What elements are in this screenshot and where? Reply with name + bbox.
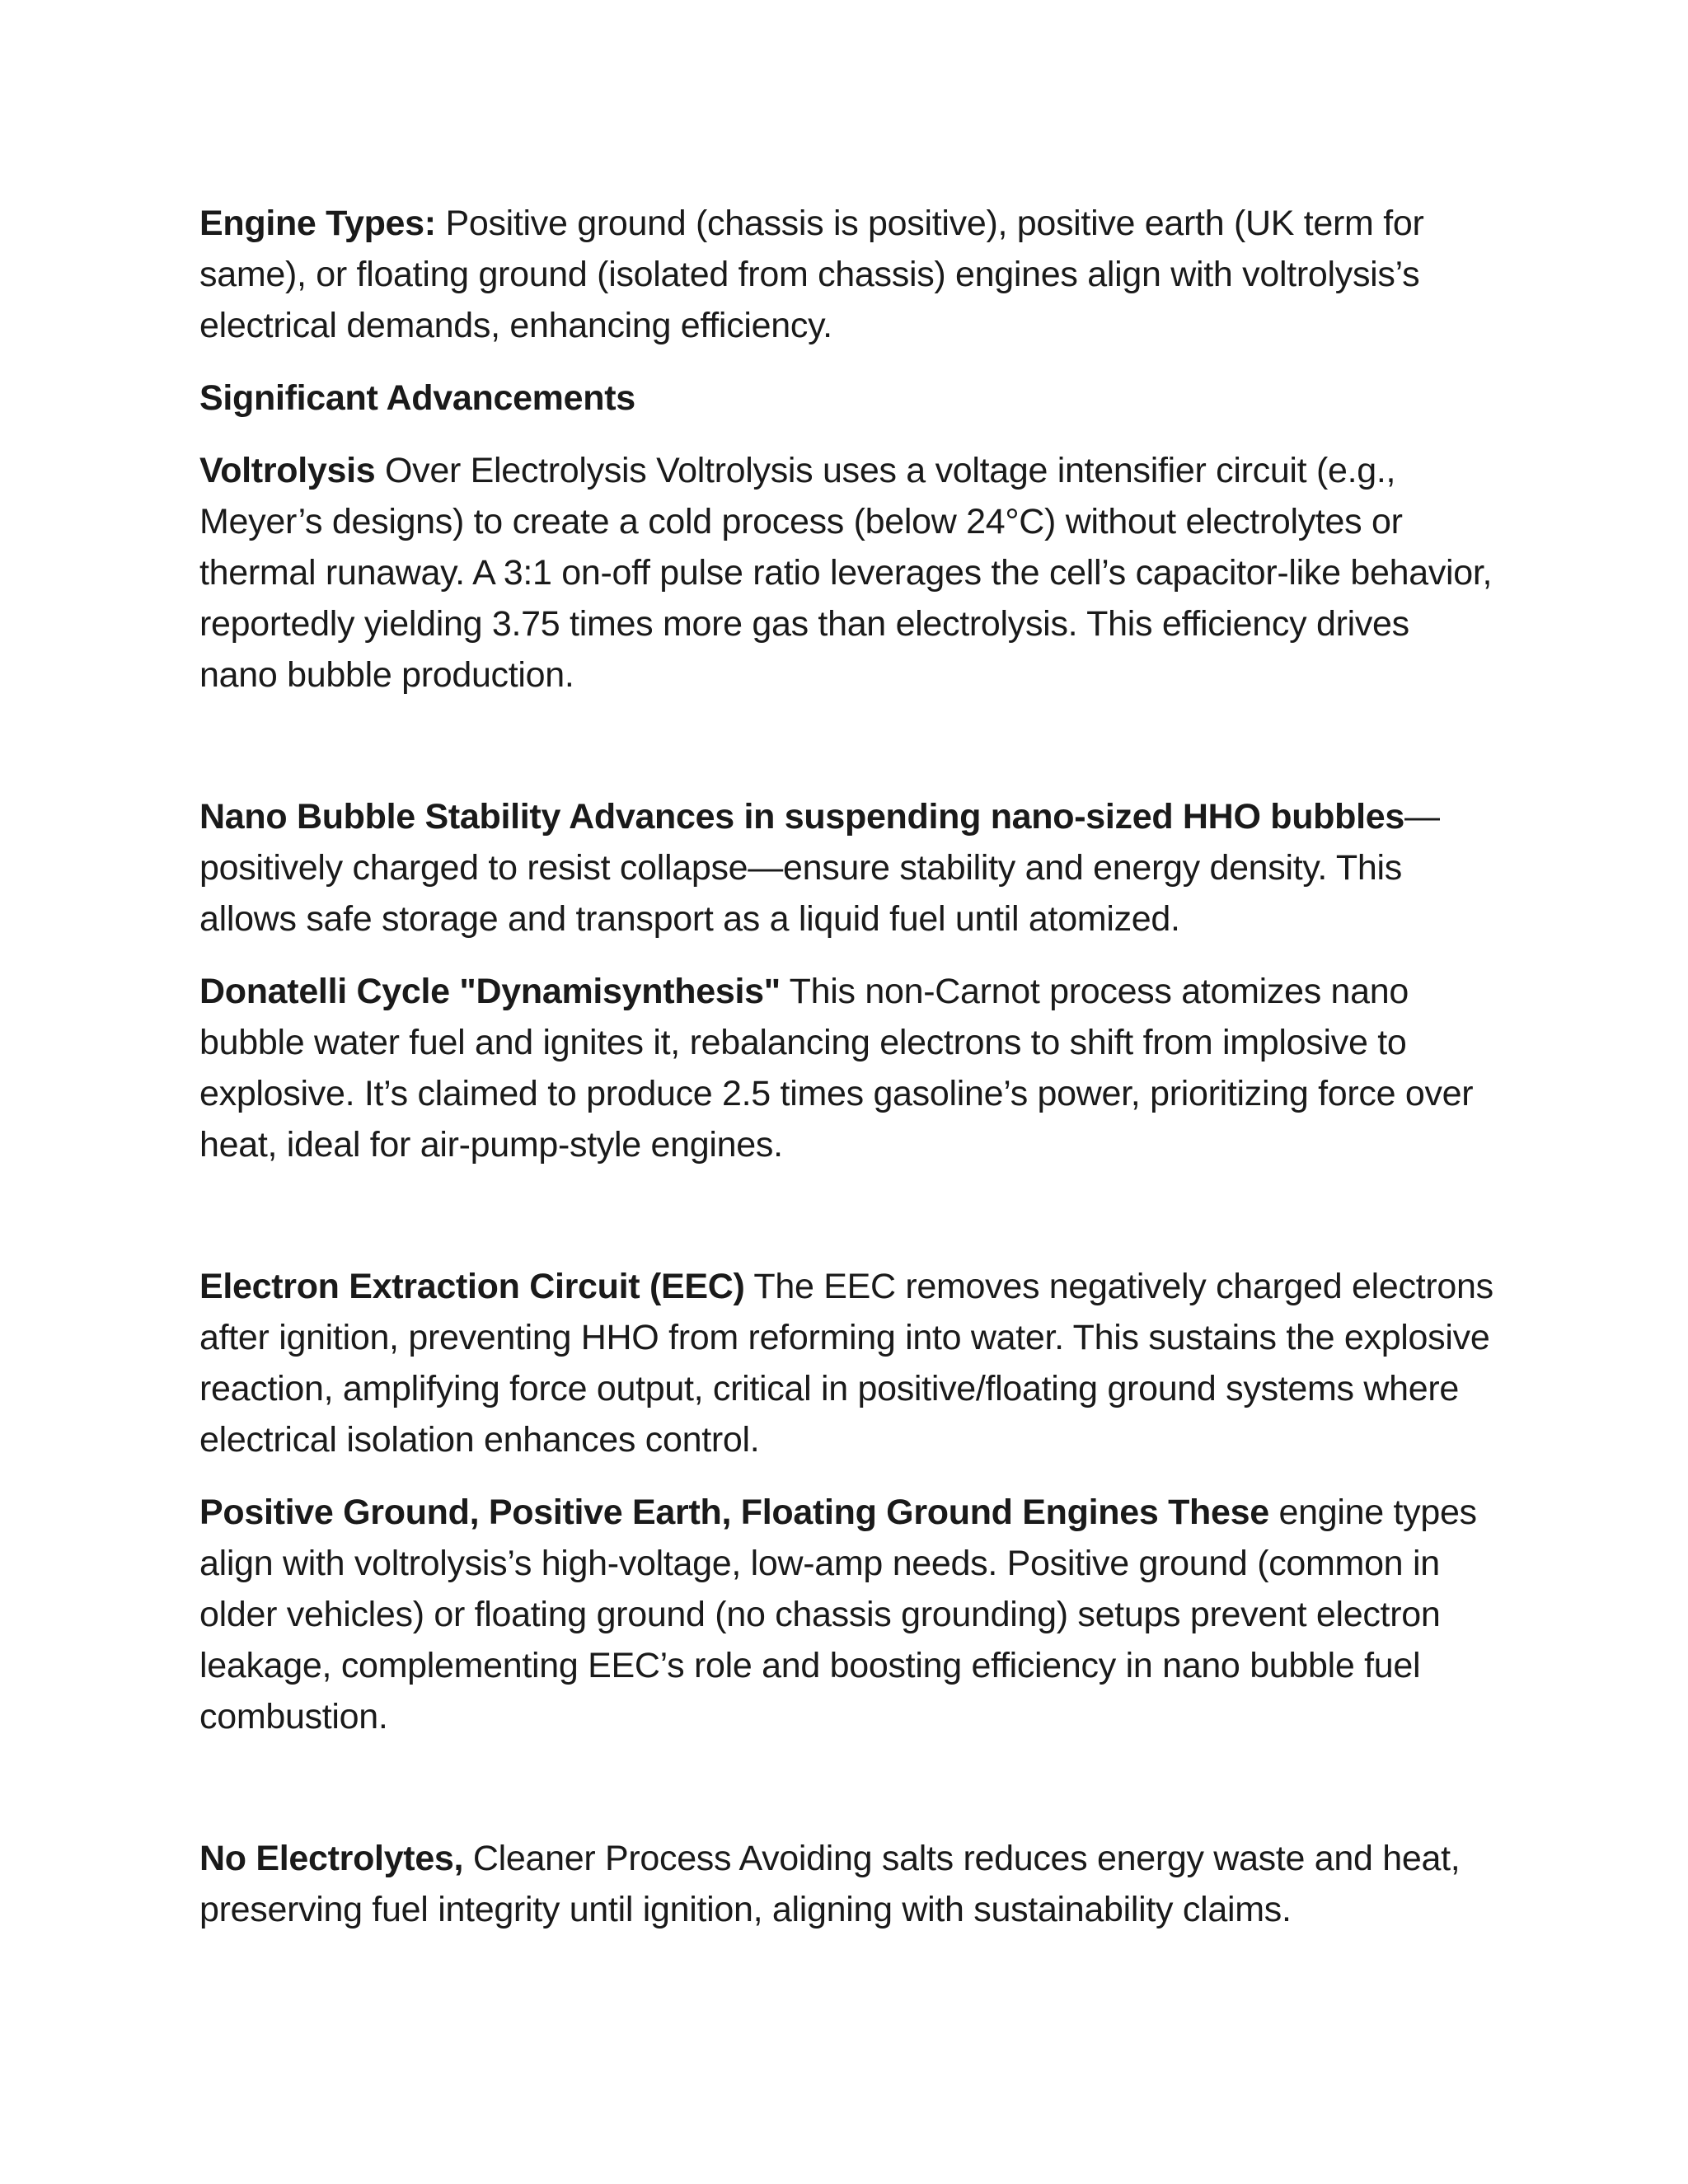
- paragraph-nano-bubble: [199, 791, 1493, 944]
- voltrolysis-label: Voltrolysis: [199, 451, 376, 490]
- section-heading: Significant Advancements: [199, 378, 635, 418]
- document-page: [199, 198, 1493, 1935]
- paragraph-positive-ground: [199, 1487, 1493, 1742]
- paragraph-donatelli: [199, 966, 1493, 1170]
- engine-types-text: Positive ground (chassis is positive), positive earth (UK term for same), or floating ground (isolated from chassis) engines align with voltrolysis’s electrical demands, enhancing efficiency.: [199, 204, 1424, 345]
- donatelli-label: Donatelli Cycle "Dynamisynthesis": [199, 972, 781, 1011]
- positive-ground-text: engine types align with voltrolysis’s high-voltage, low-amp needs. Positive ground (common in older vehicles) or floating ground (no chassis grounding) setups prevent electron leakage, complementing EEC’s role and boosting efficiency in nano bubble fuel combustion.: [199, 1493, 1477, 1736]
- nano-bubble-text: —positively charged to resist collapse—ensure stability and energy density. This allows safe storage and transport as a liquid fuel until atomized.: [199, 797, 1440, 939]
- eec-label: Electron Extraction Circuit (EEC): [199, 1267, 745, 1306]
- eec-text: The EEC removes negatively charged electrons after ignition, preventing HHO from reforming into water. This sustains the explosive reaction, amplifying force output, critical in positive/floating ground systems where electrical isolation enhances control.: [199, 1267, 1493, 1460]
- paragraph-eec: [199, 1261, 1493, 1465]
- no-electrolytes-label: No Electrolytes,: [199, 1839, 464, 1878]
- nano-bubble-label: Nano Bubble Stability Advances in suspending nano-sized HHO bubbles: [199, 797, 1404, 837]
- paragraph-voltrolysis: [199, 445, 1493, 701]
- donatelli-text: This non-Carnot process atomizes nano bubble water fuel and ignites it, rebalancing electrons to shift from implosive to explosive. It’s claimed to produce 2.5 times gasoline’s power, prioritizing force over heat, ideal for air-pump-style engines.: [199, 972, 1474, 1165]
- engine-types-label: Engine Types:: [199, 204, 436, 243]
- paragraph-no-electrolytes: [199, 1833, 1493, 1935]
- no-electrolytes-text: Cleaner Process Avoiding salts reduces energy waste and heat, preserving fuel integrity until ignition, aligning with sustainability claims.: [199, 1839, 1461, 1929]
- positive-ground-label: Positive Ground, Positive Earth, Floating Ground Engines These: [199, 1493, 1269, 1532]
- voltrolysis-text: Over Electrolysis Voltrolysis uses a voltage intensifier circuit (e.g., Meyer’s designs) to create a cold process (below 24°C) without electrolytes or thermal runaway. A 3:1 on-off pulse ratio leverages the cell’s capacitor-like behavior, reportedly yielding 3.75 times more gas than electrolysis. This efficiency drives nano bubble production.: [199, 451, 1493, 695]
- paragraph-engine-types: [199, 198, 1493, 351]
